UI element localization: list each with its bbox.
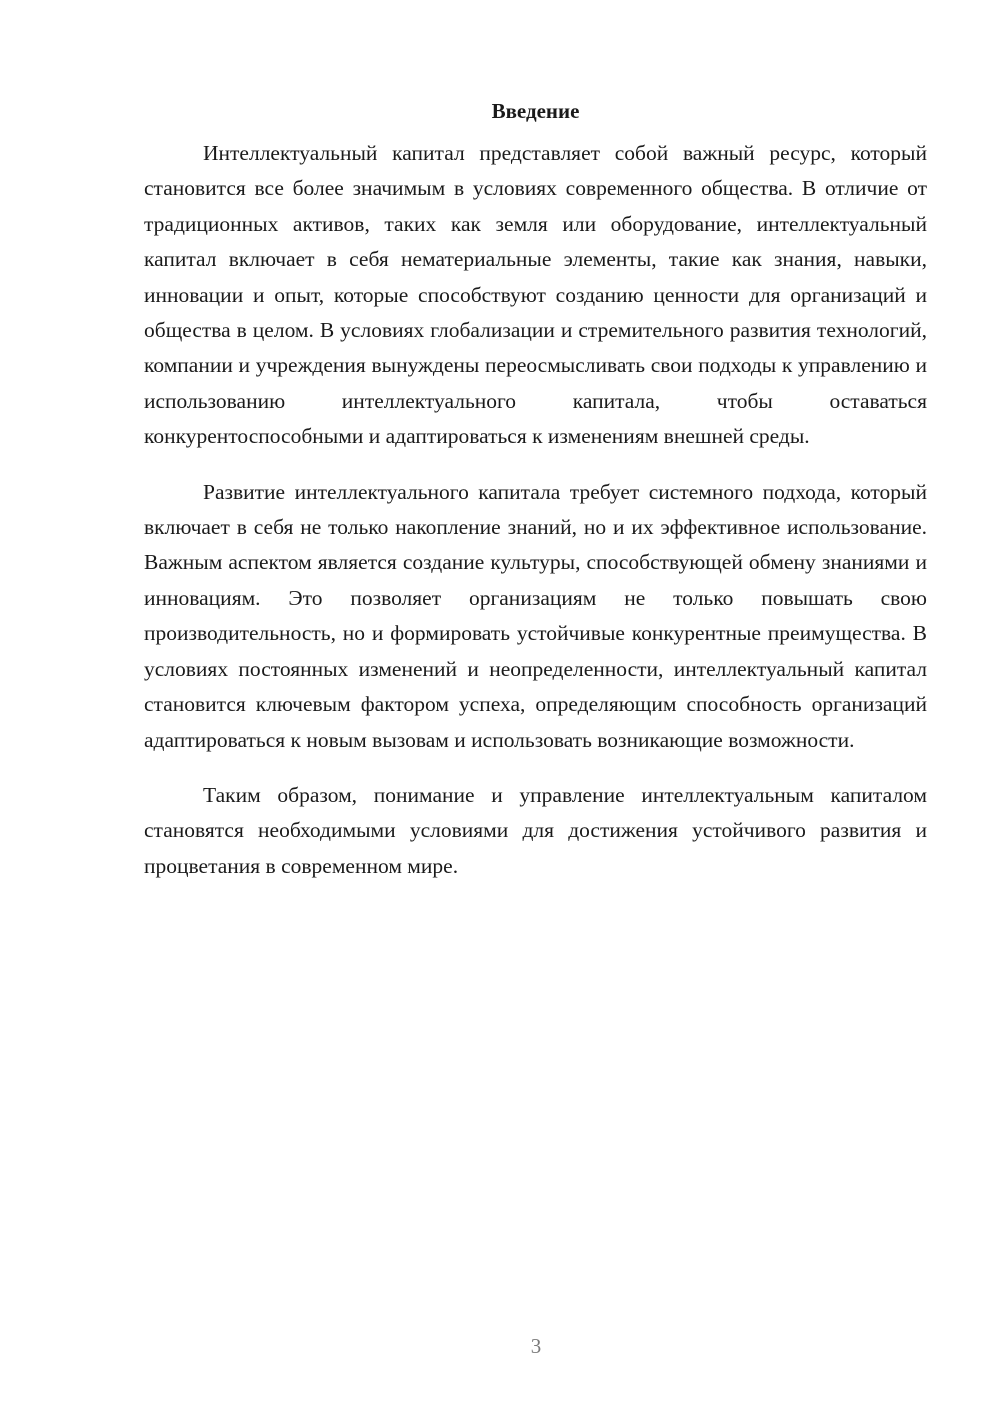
section-title: Введение <box>491 99 580 123</box>
paragraph-3: Таким образом, понимание и управление интеллектуальным капиталом становятся необходимыми условиями для достижения устойчивого развития и процветания в современном мире. <box>144 782 927 878</box>
paragraph-2: Развитие интеллектуального капитала требует системного подхода, который включает в себя не только накопление знаний, но и их эффективное использование. Важным аспектом является создание культуры, способствующей обмену знаниями и инновациям. Это позволяет организациям не только повышать свою производительность, но и формировать устойчивые конкурентные преимущества. В условиях постоянных изменений и неопределенности, интеллектуальный капитал становится ключевым фактором успеха, определяющим способность организаций адаптироваться к новым вызовам и использовать возникающие возможности. <box>144 479 927 752</box>
page-number: 3 <box>530 1334 542 1358</box>
paragraph-1: Интеллектуальный капитал представляет собой важный ресурс, который становится все более значимым в условиях современного общества. В отличие от традиционных активов, таких как земля или оборудование, интеллектуальный капитал включает в себя нематериальные элементы, такие как знания, навыки, инновации и опыт, которые способствуют созданию ценности для организаций и общества в целом. В условиях глобализации и стремительного развития технологий, компании и учреждения вынуждены переосмысливать свои подходы к управлению и использованию интеллектуального капитала, чтобы оставаться конкурентоспособными и адаптироваться к изменениям внешней среды. <box>144 141 927 449</box>
page-content <box>144 96 927 884</box>
